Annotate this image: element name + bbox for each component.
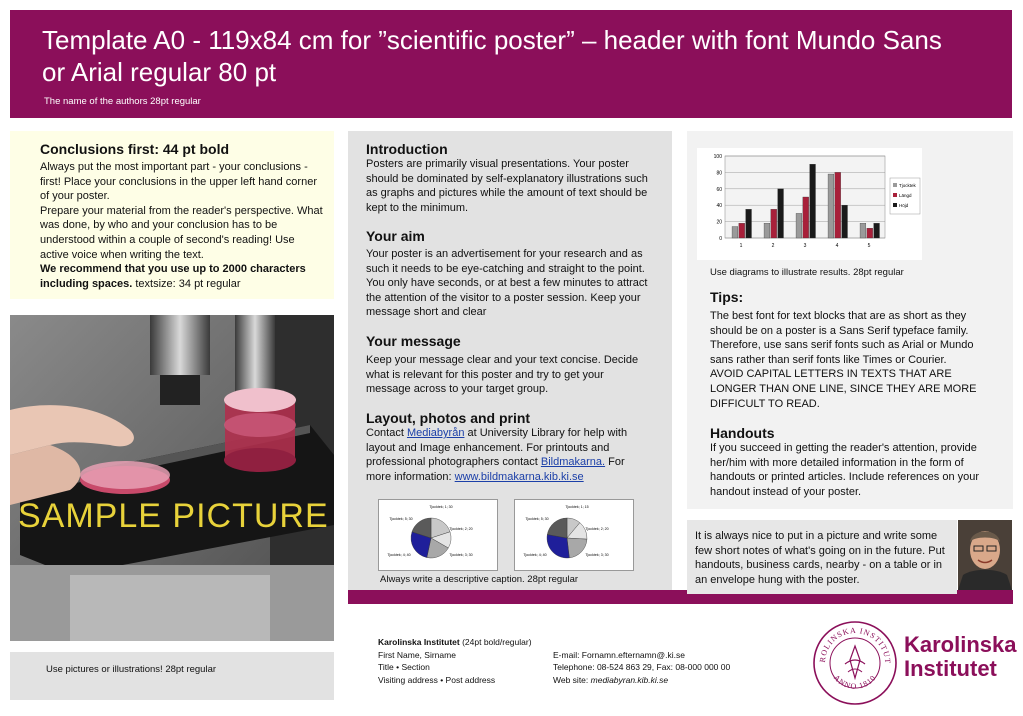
bar: [803, 197, 809, 238]
seal-text-bottom: ANNO 1810: [831, 673, 879, 691]
x-tick-label: 1: [739, 243, 743, 249]
pie-label: Tjocktek; 1; 30: [429, 505, 453, 509]
pie-chart-2-frame: [514, 499, 634, 571]
bar: [874, 223, 880, 238]
poster-title: Template A0 - 119x84 cm for ”scientific poster” – header with font Mundo Sans or Arial regular 80 pt: [42, 25, 942, 87]
y-tick-label: 40: [716, 203, 722, 210]
y-tick-label: 0: [719, 236, 722, 242]
authors-line: The name of the authors 28pt regular: [44, 96, 201, 107]
handouts-section: [710, 425, 995, 499]
conclusions-textsize: textsize: 34 pt regular: [132, 277, 241, 290]
footer-org-note: (24pt bold/regular): [459, 637, 532, 647]
pie-chart-1: [379, 500, 497, 570]
bar: [835, 172, 841, 238]
aim-section: [366, 228, 651, 320]
legend-label: Höjd: [899, 203, 909, 208]
seal-icon: [812, 620, 898, 706]
layout-text-2: at University Library for help with layout and Image enhancement. For printouts and professional photographers contact: [366, 427, 628, 469]
pie-label: Tjocktek; 4; 40: [523, 553, 547, 557]
layout-text-1: Contact: [366, 427, 407, 439]
message-heading: Your message: [366, 333, 461, 349]
note-section: [695, 529, 953, 587]
wordmark-line-2: Institutet: [904, 656, 997, 681]
seal-text-top: ROLINSKA INSTITUT: [817, 625, 893, 665]
pie-label: Tjocktek; 3; 30: [449, 553, 473, 557]
y-tick-label: 100: [713, 154, 722, 160]
bar-chart: [697, 148, 922, 260]
pie-label: Tjocktek; 2; 20: [585, 527, 609, 531]
aim-heading: Your aim: [366, 228, 425, 244]
handouts-heading: Handouts: [710, 425, 775, 441]
tips-paragraph-1: The best font for text blocks that are as short as they should be on a poster is a Sans Serif typeface family. Therefore, use sans serif fonts such as Arial or Mundo sans rather than serif fonts like Times or Courier.: [710, 310, 974, 366]
author-portrait: [958, 520, 1012, 590]
tips-heading: Tips:: [710, 289, 744, 305]
karolinska-wordmark: [904, 633, 1017, 681]
conclusions-bold-text: We recommend that you use up to 2000 characters including spaces.: [40, 263, 306, 290]
note-text: It is always nice to put in a picture and write some few short notes of what's going on in the future. Put handouts, business cards, nearby - on a table or in an envelope hung with the poster.: [695, 530, 945, 586]
tips-paragraph-2: AVOID CAPITAL LETTERS IN TEXTS THAT ARE LONGER THAN ONE LINE, SINCE THEY ARE MORE DIFFICULT TO READ.: [710, 368, 977, 410]
bar: [732, 227, 738, 238]
y-tick-label: 60: [716, 186, 722, 193]
legend-swatch: [893, 193, 897, 197]
bar-chart-caption: Use diagrams to illustrate results. 28pt regular: [710, 267, 904, 278]
bar: [778, 189, 784, 238]
pie-slice: [547, 518, 567, 538]
wordmark-line-1: Karolinska: [904, 632, 1017, 657]
introduction-section: [366, 141, 651, 215]
pie-label: Tjocktek; 1; 15: [565, 505, 589, 509]
pie-slice: [547, 535, 569, 558]
tips-section: [710, 289, 995, 411]
sample-picture-label: SAMPLE PICTURE: [18, 497, 329, 535]
microscope-photo-illustration: [10, 315, 334, 641]
svg-text:KAROLINSKA INSTITUTET: [812, 620, 892, 665]
y-tick-label: 20: [716, 219, 722, 226]
footer-web-label: Web site:: [553, 675, 591, 685]
x-tick-label: 5: [867, 243, 871, 249]
footer-name: First Name, Sirname: [378, 650, 456, 660]
legend-swatch: [893, 183, 897, 187]
bildmakarna-website-link[interactable]: www.bildmakarna.kib.ki.se: [454, 470, 584, 483]
karolinska-seal: [812, 620, 898, 706]
footer-address: Visiting address • Post address: [378, 675, 496, 685]
bar: [771, 209, 777, 238]
footer-org-line: [378, 636, 532, 648]
conclusions-paragraph-1: Always put the most important part - your conclusions - first! Place your conclusions in the upper left hand corner of your poster.: [40, 161, 317, 203]
introduction-text: Posters are primarily visual presentations. Your poster should be dominated by self-explanatory illustrations such as graphs and pictures while the amount of text should be kept to the minimum.: [366, 158, 648, 214]
bar-chart-frame: [697, 148, 922, 260]
pie-label: Tjocktek; 3; 30: [585, 553, 609, 557]
pie-label: Tjocktek; 2; 20: [449, 527, 473, 531]
footer-phone: Telephone: 08-524 863 29, Fax: 08-000 000 00: [553, 662, 731, 672]
message-section: [366, 333, 651, 397]
bar: [867, 228, 873, 238]
bar: [828, 174, 834, 238]
pie-caption: Always write a descriptive caption. 28pt regular: [380, 574, 579, 585]
x-tick-label: 3: [803, 243, 807, 249]
y-tick-label: 80: [716, 170, 722, 177]
bar: [796, 213, 802, 238]
x-tick-label: 4: [835, 243, 839, 249]
bar: [842, 205, 848, 238]
pie-label: Tjocktek; 5; 30: [389, 517, 413, 521]
aim-text: Your poster is an advertisement for your research and as such it needs to be eye-catching and straight to the point. You only have seconds, or at best a few minutes to attract the attention of the visitor to a poster session. Keep your message short and clear: [366, 248, 648, 319]
handouts-text: If you succeed in getting the reader's attention, provide her/him with more detailed information in the form of handouts or printed articles. Include references on your handout instead of your poster.: [710, 442, 980, 498]
x-tick-label: 2: [771, 243, 775, 249]
footer-title-section: Title • Section: [378, 662, 430, 672]
legend-label: Längd: [899, 193, 912, 198]
footer-web-line: [553, 674, 668, 686]
message-text: Keep your message clear and your text concise. Decide what is relevant for this poster and try to get your message across to your target group.: [366, 354, 639, 396]
conclusions-paragraph-2: Prepare your material from the reader's perspective. What was done, by who and your conclusion has to be understood within a couple of second's reading! Use active voice when writing the text.: [40, 204, 323, 261]
bar: [746, 209, 752, 238]
sample-photo: [10, 315, 334, 641]
bildmakarna-link[interactable]: Bildmakarna.: [540, 456, 606, 469]
bar: [764, 223, 770, 238]
bar: [810, 164, 816, 238]
footer-org: Karolinska Institutet: [378, 637, 460, 647]
footer-web: mediabyran.kib.ki.se: [590, 675, 669, 685]
conclusions-heading: Conclusions first: 44 pt bold: [40, 141, 230, 157]
conclusions-section: [40, 141, 325, 291]
pie-label: Tjocktek; 4; 40: [387, 553, 411, 557]
footer-email: E-mail: Fornamn.efternamn@.ki.se: [553, 650, 685, 660]
pie-chart-2: [515, 500, 633, 570]
layout-section: [366, 410, 651, 484]
legend-swatch: [893, 203, 897, 207]
pie-label: Tjocktek; 5; 30: [525, 517, 549, 521]
pie-chart-1-frame: [378, 499, 498, 571]
photo-caption-panel: [10, 652, 334, 700]
layout-heading: Layout, photos and print: [366, 410, 531, 426]
bar: [739, 223, 745, 238]
layout-text: [366, 426, 651, 484]
legend-label: Tjocktek: [899, 183, 916, 188]
pie-slice: [567, 538, 587, 558]
conclusions-paragraph-3: [40, 262, 325, 291]
portrait-illustration: [958, 520, 1012, 590]
bar: [860, 223, 866, 238]
mediabyran-link[interactable]: Mediabyrån: [406, 427, 465, 439]
introduction-heading: Introduction: [366, 141, 448, 157]
photo-caption: Use pictures or illustrations! 28pt regular: [46, 664, 217, 675]
layout-text-3: For more information:: [366, 456, 625, 483]
